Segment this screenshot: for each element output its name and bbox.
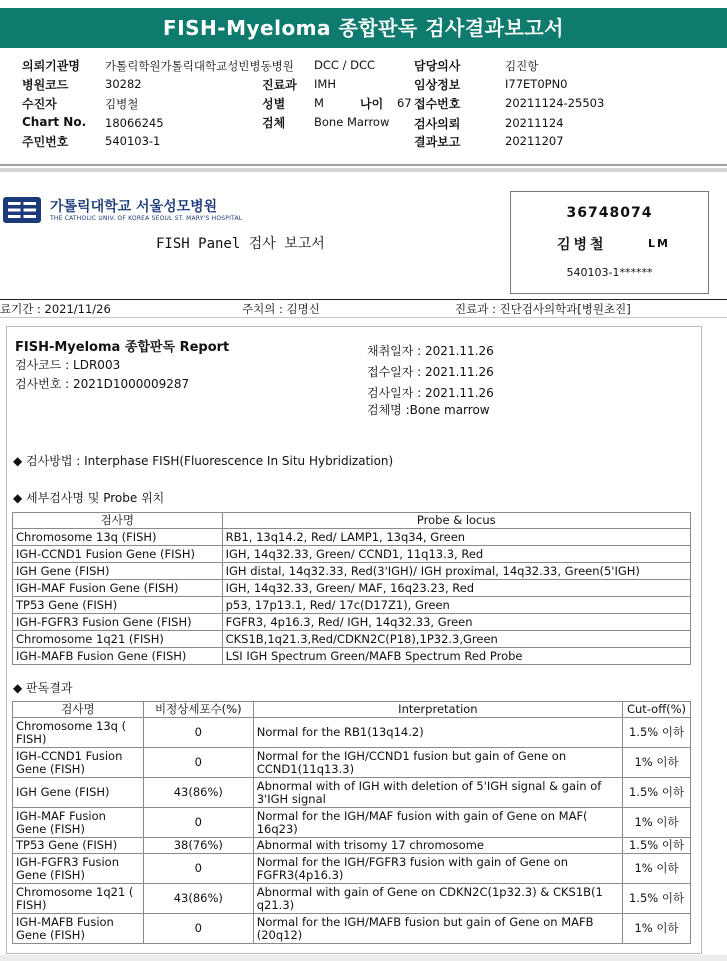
patient-sex: LM (648, 237, 670, 250)
report-subtitle: FISH-Myeloma 종합판독 Report (15, 340, 230, 355)
header-label: 진료과 (262, 78, 297, 92)
table-row (13, 748, 691, 778)
header-value: 30282 (105, 77, 142, 91)
probe-cell: LSI IGH Spectrum Green/MAFB Spectrum Red Probe (222, 648, 690, 665)
hospital-logo-icon (2, 196, 42, 224)
header-label: 임상정보 (414, 78, 461, 92)
method-heading: ◆ 검사방법 : Interphase FISH(Fluorescence In Situ Hybridization) (13, 454, 394, 468)
test-name-cell: IGH-FGFR3 Fusion Gene (FISH) (13, 854, 144, 884)
header-label: 병원코드 (22, 78, 69, 92)
probe-cell: IGH distal, 14q32.33, Red(3'IGH)/ IGH proximal, 14q32.33, Green(5'IGH) (222, 563, 690, 580)
header-value: I77ET0PN0 (505, 77, 568, 91)
table-row (13, 529, 691, 546)
interpretation-cell: Normal for the IGH/FGFR3 fusion with gain of Gene on FGFR3(4p16.3) (253, 854, 622, 884)
cutoff-cell: 1% 이하 (623, 748, 691, 778)
receive-date: 접수일자 : 2021.11.26 (367, 365, 494, 379)
header-label: 결과보고 (414, 135, 461, 149)
column-header: 검사명 (13, 702, 144, 718)
patient-id: 36748074 (566, 205, 653, 221)
test-date: 검사일자 : 2021.11.26 (367, 386, 494, 400)
header-value: 540103-1 (105, 134, 161, 148)
header-label: 주민번호 (22, 135, 69, 149)
cutoff-cell: 1.5% 이하 (623, 884, 691, 914)
table-row (13, 914, 691, 944)
abnormal-count-cell: 0 (143, 914, 253, 944)
test-name-cell: Chromosome 1q21 ( FISH) (13, 884, 144, 914)
table-row (13, 808, 691, 838)
header-value: 20211124-25503 (505, 96, 605, 110)
interpretation-cell: Normal for the IGH/MAF fusion with gain of Gene on MAF( 16q23) (253, 808, 622, 838)
test-name-cell: IGH-CCND1 Fusion Gene (FISH) (13, 748, 144, 778)
interpretation-cell: Normal for the IGH/MAFB fusion but gain of Gene on MAFB (20q12) (253, 914, 622, 944)
test-name-cell: TP53 Gene (FISH) (13, 838, 144, 854)
cutoff-cell: 1.5% 이하 (623, 838, 691, 854)
test-name-cell: IGH-FGFR3 Fusion Gene (FISH) (13, 614, 223, 631)
test-name-cell: IGH Gene (FISH) (13, 563, 223, 580)
abnormal-count-cell: 0 (143, 718, 253, 748)
test-name-cell: IGH-MAFB Fusion Gene (FISH) (13, 914, 144, 944)
header-label: 수진자 (22, 97, 57, 111)
abnormal-count-cell: 43(86%) (143, 778, 253, 808)
column-header: Cut-off(%) (623, 702, 691, 718)
abnormal-count-cell: 38(76%) (143, 838, 253, 854)
cutoff-cell: 1.5% 이하 (623, 778, 691, 808)
abnormal-count-cell: 0 (143, 854, 253, 884)
patient-rrn: 540103-1****** (566, 266, 653, 279)
table-row (13, 838, 691, 854)
test-name-cell: Chromosome 13q (FISH) (13, 529, 223, 546)
report-body (6, 326, 702, 954)
section-divider (0, 168, 727, 172)
header-label: 성별 (262, 97, 286, 111)
test-name-cell: IGH-MAFB Fusion Gene (FISH) (13, 648, 223, 665)
header-label: 접수번호 (414, 97, 461, 111)
test-name-cell: IGH-MAF Fusion Gene (FISH) (13, 580, 223, 597)
column-header: Interpretation (253, 702, 622, 718)
probe-cell: IGH, 14q32.33, Green/ MAF, 16q23.23, Red (222, 580, 690, 597)
interpretation-cell: Normal for the RB1(13q14.2) (253, 718, 622, 748)
table-row (13, 648, 691, 665)
test-name-cell: IGH-MAF Fusion Gene (FISH) (13, 808, 144, 838)
panel-title: FISH Panel 검사 보고서 (156, 236, 325, 252)
table-row (13, 546, 691, 563)
abnormal-count-cell: 0 (143, 748, 253, 778)
header-value: DCC / DCC (314, 58, 376, 72)
cutoff-cell: 1.5% 이하 (623, 718, 691, 748)
header-value: 18066245 (105, 116, 164, 130)
probe-table (12, 512, 691, 665)
header-value: 67 (397, 96, 412, 110)
table-row (13, 884, 691, 914)
probe-cell: p53, 17p13.1, Red/ 17c(D17Z1), Green (222, 597, 690, 614)
test-name-cell: IGH Gene (FISH) (13, 778, 144, 808)
result-table (12, 701, 691, 944)
probe-heading: ◆ 세부검사명 및 Probe 위치 (13, 491, 165, 505)
header-value: 김병철 (105, 97, 139, 111)
interpretation-cell: Normal for the IGH/CCND1 fusion but gain of Gene on CCND1(11q13.3) (253, 748, 622, 778)
abnormal-count-cell: 43(86%) (143, 884, 253, 914)
probe-cell: RB1, 13q14.2, Red/ LAMP1, 13q34, Green (222, 529, 690, 546)
attending-doctor: 주치의 : 김명신 (242, 302, 320, 316)
table-row (13, 854, 691, 884)
header-value: 20211207 (505, 134, 564, 148)
header-value: M (314, 96, 324, 110)
test-name-cell: Chromosome 1q21 (FISH) (13, 631, 223, 648)
table-row (13, 614, 691, 631)
divider (0, 317, 727, 318)
table-row (13, 580, 691, 597)
department: 진료과 : 진단검사의학과[병원초진] (455, 302, 631, 316)
patient-name: 김병철 (557, 237, 607, 253)
header-value: Bone Marrow (314, 115, 390, 129)
interpretation-cell: Abnormal with gain of Gene on CDKN2C(1p32.3) & CKS1B(1 q21.3) (253, 884, 622, 914)
test-number: 검사번호 : 2021D1000009287 (15, 377, 190, 391)
column-header: 비정상세포수(%) (143, 702, 253, 718)
header-value: 김진항 (505, 59, 539, 73)
patient-box (510, 191, 709, 294)
probe-cell: CKS1B,1q21.3,Red/CDKN2C(P18),1P32.3,Green (222, 631, 690, 648)
header-label: 검체 (262, 116, 286, 130)
header-label: 의뢰기관명 (22, 59, 80, 73)
report-header (0, 48, 727, 166)
collect-date: 채취일자 : 2021.11.26 (367, 344, 494, 358)
header-label: Chart No. (22, 115, 87, 129)
test-name-cell: IGH-CCND1 Fusion Gene (FISH) (13, 546, 223, 563)
table-header-row (13, 702, 691, 718)
table-row (13, 718, 691, 748)
interpretation-cell: Abnormal with of IGH with deletion of 5'IGH signal & gain of 3'IGH signal (253, 778, 622, 808)
table-row (13, 563, 691, 580)
table-row (13, 631, 691, 648)
visit-date: 료기간 : 2021/11/26 (0, 302, 111, 316)
header-value: 20211124 (505, 116, 564, 130)
result-heading: ◆ 판독결과 (13, 681, 73, 695)
hospital-name-english: THE CATHOLIC UNIV. OF KOREA SEOUL ST. MARY'S HOSPITAL (50, 215, 243, 222)
header-label: 담당의사 (414, 59, 461, 73)
table-row (13, 778, 691, 808)
specimen-name: 검체명 :Bone marrow (367, 403, 490, 417)
column-header: Probe & locus (222, 513, 690, 529)
test-code: 검사코드 : LDR003 (15, 358, 121, 372)
test-name-cell: TP53 Gene (FISH) (13, 597, 223, 614)
table-header-row (13, 513, 691, 529)
interpretation-cell: Abnormal with trisomy 17 chromosome (253, 838, 622, 854)
report-title: FISH-Myeloma 종합판독 검사결과보고서 (0, 8, 727, 48)
table-row (13, 597, 691, 614)
header-label: 검사의뢰 (414, 117, 461, 131)
cutoff-cell: 1% 이하 (623, 914, 691, 944)
test-name-cell: Chromosome 13q ( FISH) (13, 718, 144, 748)
header-value: IMH (314, 77, 336, 91)
probe-cell: FGFR3, 4p16.3, Red/ IGH, 14q32.33, Green (222, 614, 690, 631)
hospital-name: 가톨릭대학교 서울성모병원 (50, 199, 218, 215)
divider (0, 299, 727, 300)
header-label: 나이 (360, 97, 384, 111)
page-bottom-edge (0, 955, 727, 961)
cutoff-cell: 1% 이하 (623, 808, 691, 838)
column-header: 검사명 (13, 513, 223, 529)
probe-cell: IGH, 14q32.33, Green/ CCND1, 11q13.3, Red (222, 546, 690, 563)
cutoff-cell: 1% 이하 (623, 854, 691, 884)
abnormal-count-cell: 0 (143, 808, 253, 838)
header-value: 가톨릭학원가톨릭대학교성빈병동병원 (105, 59, 294, 73)
